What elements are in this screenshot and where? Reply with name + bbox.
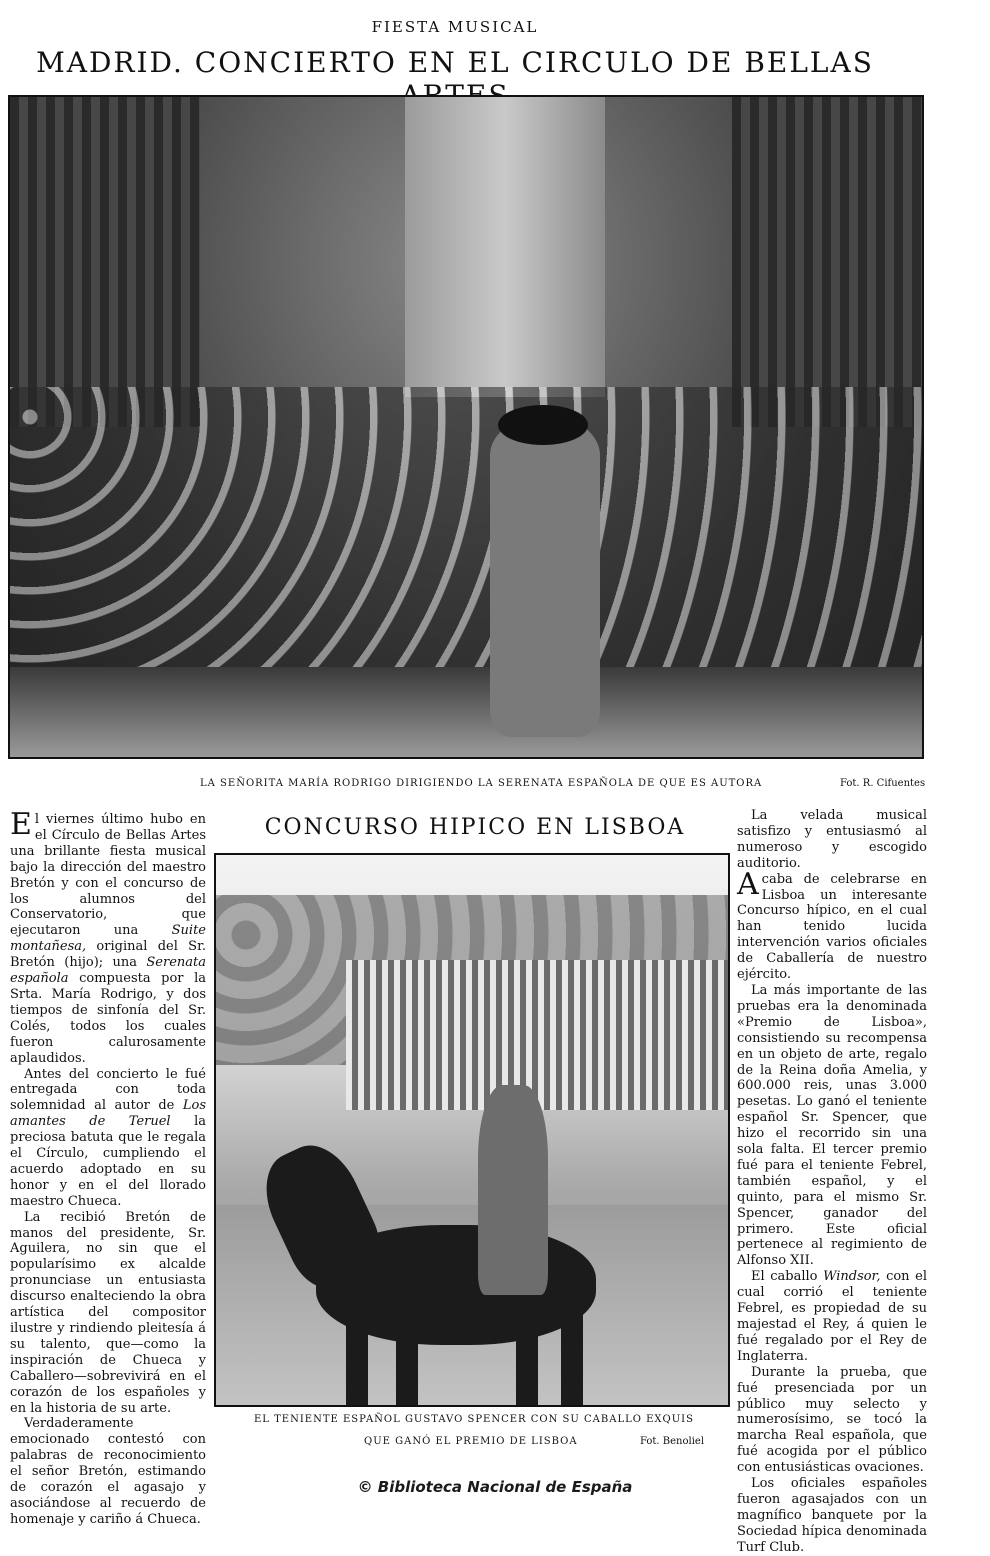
curtain-right bbox=[732, 97, 922, 427]
page-title: MADRID. CONCIERTO EN EL CIRCULO DE BELLAS bbox=[36, 46, 874, 79]
conductor-hat bbox=[498, 405, 588, 445]
horse-photo bbox=[214, 853, 730, 1407]
article-left-paragraph-3: La recibió Bretón de manos del presidente, Sr. Aguilera, no sin que el popularísimo ex alcalde pronunciase un entusiasta discurso enalteciendo la obra artística del compositor ilustre y rindiendo pleitesía á su talento, que—como la inspiración de Chueca y Caballero—sobrevivirá en el corazón de los españoles y en la historia de su arte. bbox=[10, 1209, 206, 1416]
horse-photo-caption-line-1: EL TENIENTE ESPAÑOL GUSTAVO SPENCER CON SU CABALLO EXQUIS bbox=[254, 1414, 694, 1425]
conductor-figure bbox=[490, 417, 600, 737]
section-title: CONCURSO HIPICO EN LISBOA bbox=[264, 815, 686, 840]
section-kicker: FIESTA MUSICAL bbox=[371, 18, 539, 36]
text: la preciosa batuta que le regala el Círculo, cumpliendo el acuerdo adoptado en su honor y en el del llorado maestro Chueca. bbox=[10, 1114, 206, 1209]
text: original del Sr. Bretón (hijo); una bbox=[10, 939, 206, 971]
italic-title: Suite montañesa, bbox=[10, 923, 206, 955]
horse-leg bbox=[396, 1315, 418, 1407]
concert-photo-credit: Fot. R. Cifuentes bbox=[840, 778, 926, 789]
pillar bbox=[405, 97, 605, 397]
curtain-left bbox=[10, 97, 200, 427]
article-left-paragraph-4: Verdaderamente emocionado contestó con palabras de reconocimiento el señor Bretón, estimando de corazón el agasajo y asociándose al recuerdo de homenaje y cariño á Chueca. bbox=[10, 1416, 206, 1527]
text: caba de celebrarse en Lisboa un interesante Concurso hípico, en el cual han tenido lucida intervención varios oficiales de Caballería de nuestro ejército. bbox=[737, 871, 927, 983]
dropcap: E bbox=[10, 807, 32, 842]
text: l viernes último hubo en el Círculo de Bellas Artes una brillante fiesta musical bajo la dirección del maestro Bretón y con el concurso de los alumnos del Conservatorio, que ejecutaron una bbox=[10, 812, 206, 939]
article-right-paragraph-3: La más importante de las pruebas era la denominada «Premio de Lisboa», consistiendo su recompensa en un objeto de arte, regalo de la Reina doña Amelia, y 600.000 reis, unas 3.000 pesetas. Lo ganó el teniente español Sr. Spencer, que hizo el recorrido sin una sola falta. El tercer premio fué para el teniente Febrel, también español, y el quinto, para el mismo Sr. Spencer, ganador del primero. Este oficial pertenece al regimiento de Alfonso XII. bbox=[737, 982, 927, 1269]
article-right-paragraph-1: La velada musical satisfizo y entusiasmó al numeroso y escogido auditorio. bbox=[737, 808, 927, 871]
italic-title: Windsor, bbox=[823, 1269, 881, 1285]
horse-leg bbox=[516, 1315, 538, 1407]
article-left-paragraph-2 bbox=[10, 1067, 206, 1210]
horse-photo-caption-line-2: QUE GANÓ EL PREMIO DE LISBOA bbox=[364, 1436, 578, 1447]
concert-photo bbox=[8, 95, 924, 759]
dropcap: A bbox=[737, 866, 759, 902]
horse-leg bbox=[346, 1315, 368, 1407]
italic-title: Los amantes de Teruel bbox=[10, 1098, 206, 1130]
text: con el cual corrió el teniente Febrel, es propiedad de su majestad el Rey, á quien le fué regalado por el Rey de Inglaterra. bbox=[737, 1269, 927, 1364]
concert-photo-caption: LA SEÑORITA MARÍA RODRIGO DIRIGIENDO LA SERENATA ESPAÑOLA DE QUE ES AUTORA bbox=[200, 778, 763, 789]
grandstand bbox=[346, 960, 728, 1110]
article-right-paragraph-5: Durante la prueba, que fué presenciada por un público muy selecto y numerosísimo, se tocó la marcha Real española, que fué acogida por el público con entusiásticas ovaciones. bbox=[737, 1364, 927, 1476]
article-right-paragraph-2 bbox=[737, 866, 927, 983]
text: compuesta por la Srta. María Rodrigo, y dos tiempos de sinfonía del Sr. Colés, todos los cuales fueron calurosamente aplaudidos. bbox=[10, 971, 206, 1066]
text: El caballo bbox=[751, 1269, 824, 1285]
article-right-paragraph-4 bbox=[737, 1269, 927, 1364]
copyright-footer: © Biblioteca Nacional de España bbox=[357, 1478, 633, 1496]
rider-figure bbox=[478, 1085, 548, 1295]
article-left-paragraph-1 bbox=[10, 807, 206, 1067]
italic-title: Serenata española bbox=[10, 955, 206, 987]
orchestra-crowd bbox=[10, 387, 922, 707]
horse-photo-credit: Fot. Benoliel bbox=[640, 1436, 705, 1447]
article-right-paragraph-6: Los oficiales españoles fueron agasajados con un magnífico banquete por la Sociedad hípica denominada Turf Club. bbox=[737, 1476, 927, 1555]
horse-leg bbox=[561, 1315, 583, 1407]
article-right-column bbox=[737, 808, 927, 1556]
stage-floor bbox=[10, 667, 922, 757]
article-left-column bbox=[10, 807, 206, 1528]
text: Antes del concierto le fué entregada con toda solemnidad al autor de bbox=[10, 1066, 206, 1114]
